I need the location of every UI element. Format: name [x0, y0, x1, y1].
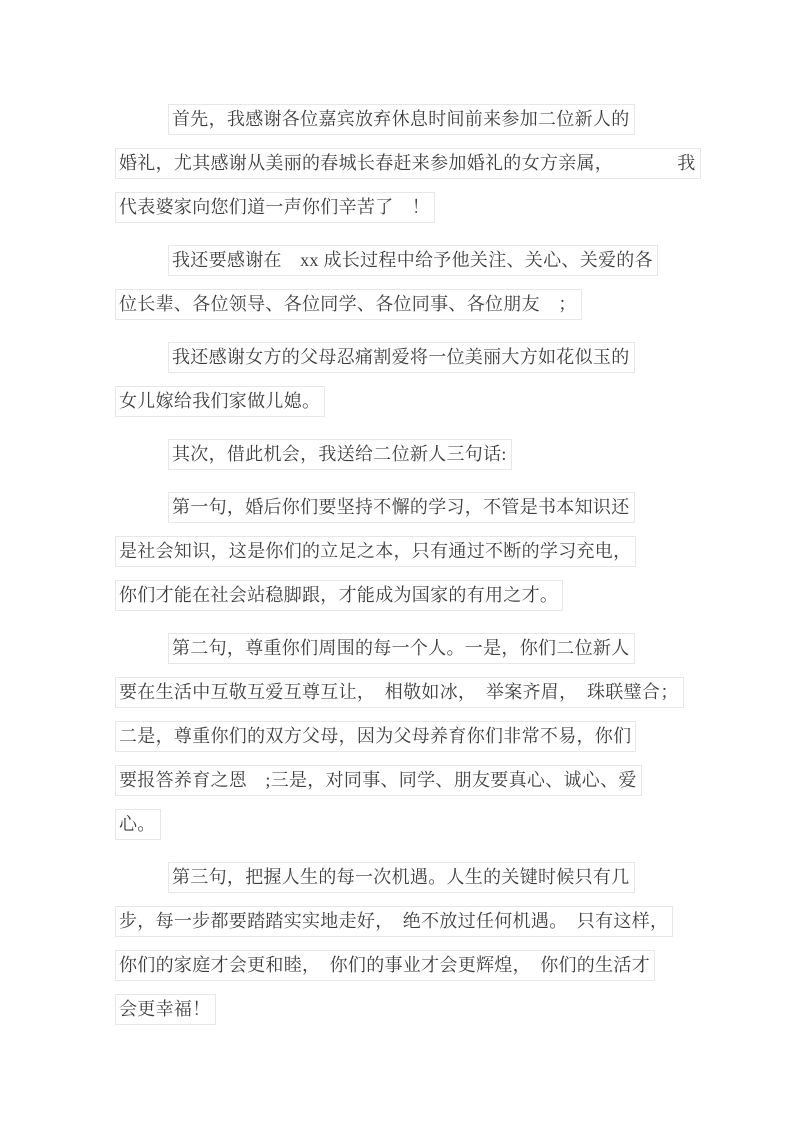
text-line [115, 758, 695, 802]
text-line-text: 你们才能在社会站稳脚跟，才能成为国家的有用之才。 [115, 580, 563, 611]
paragraph-7 [115, 855, 695, 1031]
text-line [115, 987, 695, 1031]
text-line-text: 要在生活中互敬互爱互尊互让， 相敬如冰， 举案齐眉， 珠联璧合； [115, 677, 684, 708]
text-line-text: 第二句，尊重你们周围的每一个人。一是，你们二位新人 [168, 633, 635, 664]
text-line-text: 其次，借此机会，我送给二位新人三句话: [168, 439, 512, 470]
text-line-text: 女儿嫁给我们家做儿媳。 [115, 386, 325, 417]
text-line-text: 位长辈、各位领导、各位同学、各位同事、各位朋友 ； [115, 289, 582, 320]
text-line [115, 282, 695, 326]
text-line [115, 141, 695, 185]
document-content [115, 97, 695, 1040]
text-line-text: 第一句，婚后你们要坚持不懈的学习，不管是书本知识还 [168, 492, 635, 523]
text-line [115, 97, 695, 141]
text-line-text: 会更幸福！ [115, 994, 216, 1025]
text-line-text: 要报答养育之恩 ;三是，对同事、同学、朋友要真心、诚心、爱 [115, 765, 642, 796]
text-line-text: 代表婆家向您们道一声你们辛苦了 ！ [115, 192, 435, 223]
paragraph-6 [115, 626, 695, 846]
text-line-text: 我还要感谢在 xx 成长过程中给予他关注、关心、关爱的各 [168, 245, 658, 276]
text-line [115, 432, 695, 476]
text-line [115, 714, 695, 758]
paragraph-4 [115, 432, 695, 476]
text-line [115, 943, 695, 987]
text-line [115, 626, 695, 670]
text-line-text: 婚礼，尤其感谢从美丽的春城长春赶来参加婚礼的女方亲属， 我 [115, 148, 701, 179]
text-line-text: 步，每一步都要踏踏实实地走好， 绝不放过任何机遇。 只有这样， [115, 906, 673, 937]
text-line-text: 心。 [115, 809, 161, 840]
text-line [115, 802, 695, 846]
text-line-text: 你们的家庭才会更和睦， 你们的事业才会更辉煌， 你们的生活才 [115, 950, 655, 981]
text-line [115, 485, 695, 529]
paragraph-3 [115, 335, 695, 423]
text-line-text: 我还感谢女方的父母忍痛割爱将一位美丽大方如花似玉的 [168, 342, 635, 373]
paragraph-1 [115, 97, 695, 229]
text-line [115, 855, 695, 899]
text-line-text: 第三句，把握人生的每一次机遇。人生的关键时候只有几 [168, 862, 635, 893]
paragraph-5 [115, 485, 695, 617]
text-line [115, 379, 695, 423]
text-line [115, 335, 695, 379]
text-line [115, 573, 695, 617]
text-line [115, 185, 695, 229]
text-line-text: 是社会知识，这是你们的立足之本，只有通过不断的学习充电， [115, 536, 636, 567]
text-line-text: 二是，尊重你们的双方父母，因为父母养育你们非常不易，你们 [115, 721, 636, 752]
paragraph-2 [115, 238, 695, 326]
text-line-text: 首先，我感谢各位嘉宾放弃休息时间前来参加二位新人的 [168, 104, 635, 135]
text-line [115, 670, 695, 714]
text-line [115, 238, 695, 282]
text-line [115, 899, 695, 943]
text-line [115, 529, 695, 573]
